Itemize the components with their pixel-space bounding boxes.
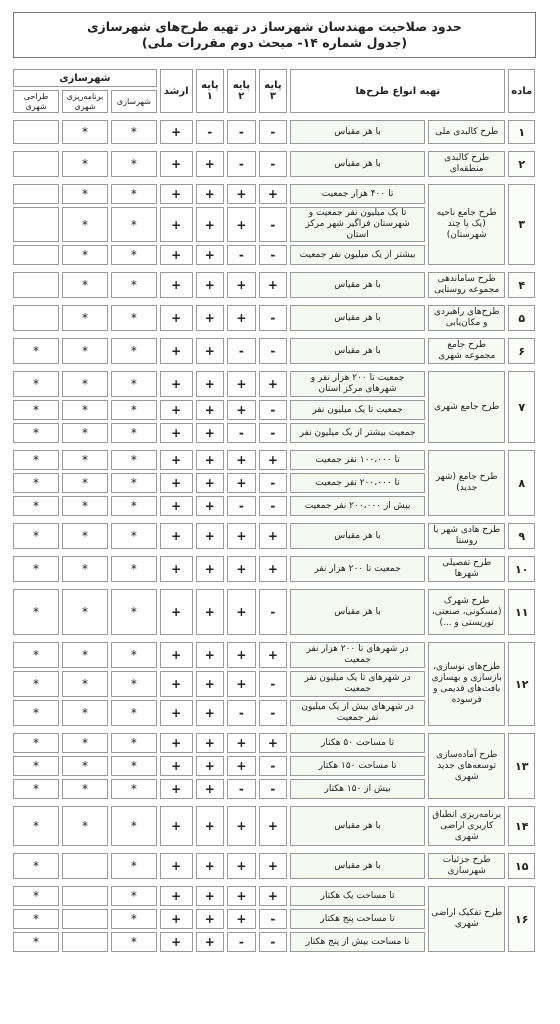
paye-1-cell: +	[196, 700, 225, 726]
table-row	[13, 120, 535, 144]
arshad-cell: +	[160, 806, 193, 846]
barnamerizi-cell: *	[62, 496, 108, 516]
tarahi-cell: *	[13, 853, 59, 879]
arshad-cell: +	[160, 473, 193, 493]
paye-3-cell: -	[259, 400, 288, 420]
scope-cell: با هر مقیاس	[290, 151, 425, 177]
shahrsazi-cell: *	[111, 338, 157, 364]
paye-2-cell: +	[227, 853, 256, 879]
madde-number: ۷	[508, 371, 535, 443]
scope-cell: تا ۱۰۰،۰۰۰ نفر جمعیت	[290, 450, 425, 470]
arshad-cell: +	[160, 400, 193, 420]
arshad-cell: +	[160, 671, 193, 697]
tarahi-cell: *	[13, 338, 59, 364]
paye-1-cell: +	[196, 806, 225, 846]
tarahi-cell: *	[13, 371, 59, 397]
barnamerizi-cell: *	[62, 305, 108, 331]
barnamerizi-cell: *	[62, 733, 108, 753]
tarahi-cell: *	[13, 806, 59, 846]
paye-1-cell: +	[196, 245, 225, 265]
arshad-cell: +	[160, 909, 193, 929]
plan-type: طرح جامع شهری	[428, 371, 506, 443]
tarahi-cell: *	[13, 496, 59, 516]
scope-cell: با هر مقیاس	[290, 120, 425, 144]
arshad-cell: +	[160, 120, 193, 144]
arshad-cell: +	[160, 556, 193, 582]
barnamerizi-cell: *	[62, 371, 108, 397]
shahrsazi-cell: *	[111, 932, 157, 952]
arshad-cell: +	[160, 496, 193, 516]
barnamerizi-cell	[62, 932, 108, 952]
header-arshad: ارشد	[160, 69, 193, 113]
header-madde: ماده	[508, 69, 535, 113]
tarahi-cell	[13, 272, 59, 298]
plan-type: طرح تفصیلی شهرها	[428, 556, 506, 582]
competency-table	[10, 66, 538, 955]
arshad-cell: +	[160, 589, 193, 635]
paye-1-cell: +	[196, 338, 225, 364]
shahrsazi-cell: *	[111, 305, 157, 331]
header-paye-3: پایه ۳	[259, 69, 288, 113]
shahrsazi-cell: *	[111, 450, 157, 470]
scope-cell: با هر مقیاس	[290, 305, 425, 331]
paye-1-cell: +	[196, 423, 225, 443]
tarahi-cell: *	[13, 932, 59, 952]
paye-2-cell: +	[227, 589, 256, 635]
paye-1-cell: +	[196, 589, 225, 635]
paye-3-cell: +	[259, 371, 288, 397]
tarahi-cell: *	[13, 556, 59, 582]
barnamerizi-cell: *	[62, 556, 108, 582]
paye-2-cell: +	[227, 473, 256, 493]
paye-3-cell: -	[259, 338, 288, 364]
barnamerizi-cell: *	[62, 700, 108, 726]
paye-2-cell: +	[227, 909, 256, 929]
arshad-cell: +	[160, 305, 193, 331]
barnamerizi-cell: *	[62, 120, 108, 144]
barnamerizi-cell: *	[62, 423, 108, 443]
tarahi-cell	[13, 305, 59, 331]
table-row	[13, 151, 535, 177]
madde-number: ۱۳	[508, 733, 535, 799]
paye-3-cell: -	[259, 589, 288, 635]
table-row	[13, 642, 535, 668]
shahrsazi-cell: *	[111, 853, 157, 879]
shahrsazi-cell: *	[111, 556, 157, 582]
paye-2-cell: +	[227, 642, 256, 668]
plan-type: طرح کالبدی ملی	[428, 120, 506, 144]
arshad-cell: +	[160, 886, 193, 906]
shahrsazi-cell: *	[111, 909, 157, 929]
scope-cell: با هر مقیاس	[290, 272, 425, 298]
paye-3-cell: +	[259, 642, 288, 668]
header-plan-types: تهیه انواع طرح‌ها	[290, 69, 505, 113]
plan-type: طرح جامع ناحیه (یک یا چند شهرستان)	[428, 184, 506, 265]
table-row	[13, 886, 535, 906]
barnamerizi-cell: *	[62, 806, 108, 846]
barnamerizi-cell: *	[62, 245, 108, 265]
tarahi-cell: *	[13, 671, 59, 697]
paye-2-cell: +	[227, 305, 256, 331]
barnamerizi-cell: *	[62, 272, 108, 298]
tarahi-cell	[13, 184, 59, 204]
shahrsazi-cell: *	[111, 371, 157, 397]
plan-type: طرح کالبدی منطقه‌ای	[428, 151, 506, 177]
paye-3-cell: +	[259, 806, 288, 846]
shahrsazi-cell: *	[111, 756, 157, 776]
paye-3-cell: -	[259, 423, 288, 443]
barnamerizi-cell: *	[62, 756, 108, 776]
barnamerizi-cell	[62, 886, 108, 906]
table-row	[13, 450, 535, 470]
arshad-cell: +	[160, 642, 193, 668]
paye-2-cell: +	[227, 756, 256, 776]
tarahi-cell: *	[13, 589, 59, 635]
barnamerizi-cell: *	[62, 400, 108, 420]
paye-3-cell: -	[259, 305, 288, 331]
arshad-cell: +	[160, 756, 193, 776]
paye-2-cell: +	[227, 671, 256, 697]
arshad-cell: +	[160, 338, 193, 364]
header-sub-shahrsazi: شهرسازی	[111, 90, 157, 113]
tarahi-cell	[13, 120, 59, 144]
header-sub-barnamerizi: برنامه‌ریزی شهری	[62, 90, 108, 113]
shahrsazi-cell: *	[111, 496, 157, 516]
paye-2-cell: -	[227, 338, 256, 364]
barnamerizi-cell: *	[62, 642, 108, 668]
scope-cell: با هر مقیاس	[290, 853, 425, 879]
header-sub-tarahi: طراحی شهری	[13, 90, 59, 113]
paye-2-cell: +	[227, 733, 256, 753]
paye-1-cell: +	[196, 642, 225, 668]
shahrsazi-cell: *	[111, 806, 157, 846]
paye-1-cell: +	[196, 853, 225, 879]
paye-2-cell: -	[227, 932, 256, 952]
scope-cell: بیش از ۱۵۰ هکتار	[290, 779, 425, 799]
paye-1-cell: +	[196, 556, 225, 582]
tarahi-cell: *	[13, 473, 59, 493]
arshad-cell: +	[160, 733, 193, 753]
tarahi-cell: *	[13, 450, 59, 470]
shahrsazi-cell: *	[111, 700, 157, 726]
tarahi-cell: *	[13, 756, 59, 776]
shahrsazi-cell: *	[111, 272, 157, 298]
shahrsazi-cell: *	[111, 671, 157, 697]
table-body	[13, 116, 535, 952]
title-box	[13, 12, 536, 58]
paye-3-cell: -	[259, 671, 288, 697]
paye-3-cell: +	[259, 853, 288, 879]
table-row	[13, 556, 535, 582]
shahrsazi-cell: *	[111, 184, 157, 204]
table-row	[13, 806, 535, 846]
paye-2-cell: +	[227, 556, 256, 582]
paye-3-cell: +	[259, 184, 288, 204]
shahrsazi-cell: *	[111, 400, 157, 420]
paye-3-cell: +	[259, 886, 288, 906]
paye-2-cell: -	[227, 120, 256, 144]
madde-number: ۱	[508, 120, 535, 144]
madde-number: ۳	[508, 184, 535, 265]
header-paye-1: پایه ۱	[196, 69, 225, 113]
scope-cell: با هر مقیاس	[290, 589, 425, 635]
paye-3-cell: -	[259, 151, 288, 177]
scope-cell: تا ۲۰۰،۰۰۰ نفر جمعیت	[290, 473, 425, 493]
table-row	[13, 523, 535, 549]
table-row	[13, 733, 535, 753]
paye-3-cell: -	[259, 207, 288, 242]
title-line-2: (جدول شماره ۱۴- مبحث دوم مقررات ملی)	[141, 35, 408, 50]
paye-3-cell: -	[259, 496, 288, 516]
table-row	[13, 305, 535, 331]
barnamerizi-cell	[62, 909, 108, 929]
scope-cell: بیش از ۲۰۰،۰۰۰ نفر جمعیت	[290, 496, 425, 516]
paye-1-cell: +	[196, 932, 225, 952]
paye-1-cell: +	[196, 779, 225, 799]
scope-cell: تا مساحت پنج هکتار	[290, 909, 425, 929]
madde-number: ۱۱	[508, 589, 535, 635]
arshad-cell: +	[160, 371, 193, 397]
shahrsazi-cell: *	[111, 886, 157, 906]
scope-cell: با هر مقیاس	[290, 523, 425, 549]
barnamerizi-cell: *	[62, 450, 108, 470]
scope-cell: تا مساحت ۱۵۰ هکتار	[290, 756, 425, 776]
paye-3-cell: +	[259, 272, 288, 298]
paye-2-cell: -	[227, 700, 256, 726]
arshad-cell: +	[160, 700, 193, 726]
tarahi-cell: *	[13, 400, 59, 420]
paye-2-cell: +	[227, 207, 256, 242]
plan-type: طرح شهرک (مسکونی، صنعتی، توریستی و ...)	[428, 589, 506, 635]
paye-2-cell: +	[227, 886, 256, 906]
paye-1-cell: +	[196, 151, 225, 177]
paye-1-cell: +	[196, 272, 225, 298]
tarahi-cell	[13, 151, 59, 177]
table-row	[13, 272, 535, 298]
madde-number: ۵	[508, 305, 535, 331]
barnamerizi-cell: *	[62, 523, 108, 549]
arshad-cell: +	[160, 523, 193, 549]
arshad-cell: +	[160, 932, 193, 952]
scope-cell: جمعیت تا یک میلیون نفر	[290, 400, 425, 420]
scope-cell: تا ۴۰۰ هزار جمعیت	[290, 184, 425, 204]
table-row	[13, 184, 535, 204]
arshad-cell: +	[160, 184, 193, 204]
paye-1-cell: +	[196, 184, 225, 204]
table-row	[13, 338, 535, 364]
barnamerizi-cell: *	[62, 589, 108, 635]
paye-3-cell: +	[259, 523, 288, 549]
scope-cell: در شهرهای بیش از یک میلیون نفر جمعیت	[290, 700, 425, 726]
paye-2-cell: +	[227, 450, 256, 470]
scope-cell: در شهرهای تا ۲۰۰ هزار نفر جمعیت	[290, 642, 425, 668]
tarahi-cell: *	[13, 733, 59, 753]
paye-1-cell: -	[196, 120, 225, 144]
title-line-1: حدود صلاحیت مهندسان شهرساز در تهیه طرح‌های شهرسازی	[87, 19, 462, 34]
paye-1-cell: +	[196, 886, 225, 906]
plan-type: برنامه‌ریزی انطباق کاربری اراضی شهری	[428, 806, 506, 846]
tarahi-cell: *	[13, 779, 59, 799]
shahrsazi-cell: *	[111, 423, 157, 443]
plan-type: طرح ساماندهی مجموعه روستایی	[428, 272, 506, 298]
paye-1-cell: +	[196, 305, 225, 331]
plan-type: طرح جامع (شهر جدید)	[428, 450, 506, 516]
paye-1-cell: +	[196, 207, 225, 242]
tarahi-cell: *	[13, 642, 59, 668]
paye-1-cell: +	[196, 450, 225, 470]
shahrsazi-cell: *	[111, 589, 157, 635]
paye-3-cell: -	[259, 700, 288, 726]
paye-2-cell: -	[227, 779, 256, 799]
paye-3-cell: -	[259, 932, 288, 952]
table-row	[13, 853, 535, 879]
tarahi-cell: *	[13, 423, 59, 443]
scope-cell: تا مساحت بیش از پنج هکتار	[290, 932, 425, 952]
paye-1-cell: +	[196, 371, 225, 397]
paye-2-cell: +	[227, 371, 256, 397]
shahrsazi-cell: *	[111, 642, 157, 668]
paye-2-cell: +	[227, 806, 256, 846]
barnamerizi-cell: *	[62, 207, 108, 242]
madde-number: ۹	[508, 523, 535, 549]
tarahi-cell: *	[13, 909, 59, 929]
paye-3-cell: +	[259, 556, 288, 582]
paye-1-cell: +	[196, 473, 225, 493]
paye-1-cell: +	[196, 400, 225, 420]
paye-2-cell: +	[227, 400, 256, 420]
scope-cell: تا مساحت ۵۰ هکتار	[290, 733, 425, 753]
paye-2-cell: +	[227, 184, 256, 204]
scope-cell: تا یک میلیون نفر جمعیت و شهرستان فراگیر شهر مرکز استان	[290, 207, 425, 242]
scope-cell: در شهرهای تا یک میلیون نفر جمعیت	[290, 671, 425, 697]
plan-type: طرح آماده‌سازی توسعه‌های جدید شهری	[428, 733, 506, 799]
barnamerizi-cell: *	[62, 338, 108, 364]
scope-cell: جمعیت بیشتر از یک میلیون نفر	[290, 423, 425, 443]
barnamerizi-cell: *	[62, 184, 108, 204]
paye-2-cell: -	[227, 496, 256, 516]
paye-3-cell: -	[259, 909, 288, 929]
scope-cell: بیشتر از یک میلیون نفر جمعیت	[290, 245, 425, 265]
tarahi-cell: *	[13, 886, 59, 906]
plan-type: طرح هادی شهر یا روستا	[428, 523, 506, 549]
barnamerizi-cell: *	[62, 671, 108, 697]
tarahi-cell	[13, 245, 59, 265]
madde-number: ۱۲	[508, 642, 535, 726]
paye-1-cell: +	[196, 756, 225, 776]
plan-type: طرح‌های نوسازی، بازسازی و بهسازی بافت‌های قدیمی و فرسوده	[428, 642, 506, 726]
scope-cell: با هر مقیاس	[290, 806, 425, 846]
arshad-cell: +	[160, 423, 193, 443]
paye-3-cell: -	[259, 756, 288, 776]
plan-type: طرح تفکیک اراضی شهری	[428, 886, 506, 952]
shahrsazi-cell: *	[111, 245, 157, 265]
paye-1-cell: +	[196, 671, 225, 697]
madde-number: ۱۶	[508, 886, 535, 952]
scope-cell: با هر مقیاس	[290, 338, 425, 364]
madde-number: ۱۴	[508, 806, 535, 846]
paye-3-cell: -	[259, 245, 288, 265]
madde-number: ۱۵	[508, 853, 535, 879]
plan-type: طرح‌های راهبردی و مکان‌یابی	[428, 305, 506, 331]
madde-number: ۸	[508, 450, 535, 516]
shahrsazi-cell: *	[111, 151, 157, 177]
paye-1-cell: +	[196, 909, 225, 929]
arshad-cell: +	[160, 779, 193, 799]
scope-cell: تا مساحت یک هکتار	[290, 886, 425, 906]
shahrsazi-cell: *	[111, 473, 157, 493]
madde-number: ۴	[508, 272, 535, 298]
paye-3-cell: -	[259, 120, 288, 144]
shahrsazi-cell: *	[111, 120, 157, 144]
tarahi-cell: *	[13, 523, 59, 549]
barnamerizi-cell: *	[62, 779, 108, 799]
scope-cell: جمعیت تا ۲۰۰ هزار نفر	[290, 556, 425, 582]
madde-number: ۶	[508, 338, 535, 364]
arshad-cell: +	[160, 450, 193, 470]
paye-1-cell: +	[196, 733, 225, 753]
paye-1-cell: +	[196, 496, 225, 516]
scope-cell: جمعیت تا ۲۰۰ هزار نفر و شهرهای مرکز استان	[290, 371, 425, 397]
paye-2-cell: +	[227, 523, 256, 549]
tarahi-cell: *	[13, 700, 59, 726]
paye-2-cell: -	[227, 423, 256, 443]
madde-number: ۱۰	[508, 556, 535, 582]
shahrsazi-cell: *	[111, 207, 157, 242]
shahrsazi-cell: *	[111, 523, 157, 549]
arshad-cell: +	[160, 272, 193, 298]
paye-3-cell: -	[259, 779, 288, 799]
header-paye-2: پایه ۲	[227, 69, 256, 113]
paye-3-cell: -	[259, 473, 288, 493]
paye-2-cell: +	[227, 272, 256, 298]
table-row	[13, 371, 535, 397]
paye-2-cell: -	[227, 245, 256, 265]
arshad-cell: +	[160, 207, 193, 242]
madde-number: ۲	[508, 151, 535, 177]
barnamerizi-cell	[62, 853, 108, 879]
paye-3-cell: +	[259, 450, 288, 470]
tarahi-cell	[13, 207, 59, 242]
paye-1-cell: +	[196, 523, 225, 549]
paye-2-cell: -	[227, 151, 256, 177]
table-row	[13, 589, 535, 635]
paye-3-cell: +	[259, 733, 288, 753]
barnamerizi-cell: *	[62, 473, 108, 493]
barnamerizi-cell: *	[62, 151, 108, 177]
plan-type: طرح جامع مجموعه شهری	[428, 338, 506, 364]
shahrsazi-cell: *	[111, 733, 157, 753]
shahrsazi-cell: *	[111, 779, 157, 799]
arshad-cell: +	[160, 853, 193, 879]
arshad-cell: +	[160, 245, 193, 265]
arshad-cell: +	[160, 151, 193, 177]
header-shahrsazi-group: شهرسازی	[13, 69, 157, 87]
plan-type: طرح جزئیات شهرسازی	[428, 853, 506, 879]
